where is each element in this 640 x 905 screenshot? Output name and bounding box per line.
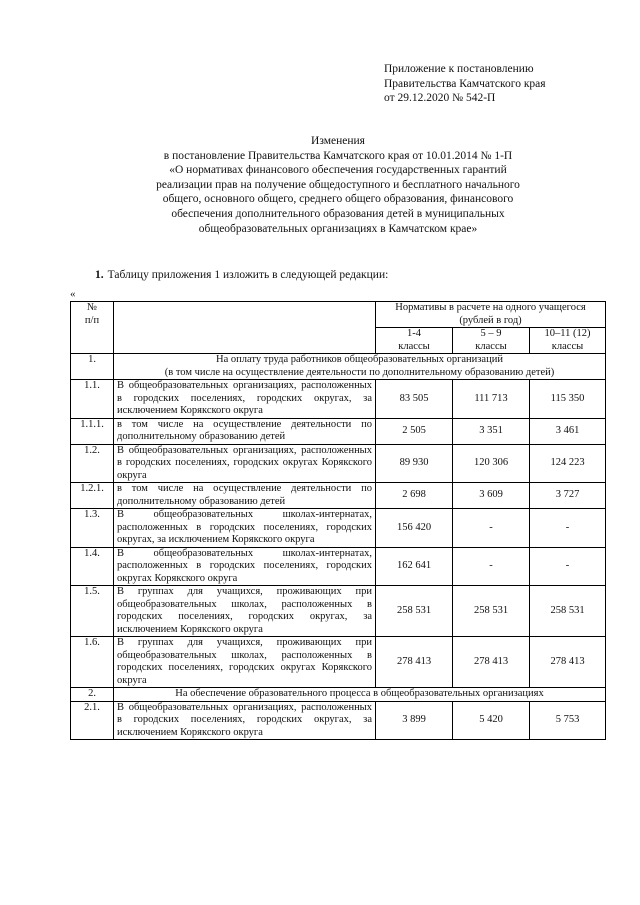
table-row — [71, 637, 606, 688]
header-grades-1-4: 1-4 классы — [376, 328, 453, 354]
value-grades-10-11: - — [530, 509, 606, 548]
row-description: В общеобразовательных организациях, расположенных в городских поселениях, городских округах Корякского округа — [114, 444, 376, 483]
title-line: реализации прав на получение общедоступного и бесплатного начального — [156, 178, 520, 191]
value-grades-1-4: 2 505 — [376, 418, 453, 444]
table-row — [71, 483, 606, 509]
value-grades-10-11: 3 461 — [530, 418, 606, 444]
section-number: 2. — [71, 688, 114, 702]
row-description: В общеобразовательных школах-интернатах, расположенных в городских поселениях, городских округах Корякского округа — [114, 547, 376, 586]
table-row — [71, 701, 606, 740]
instruction-paragraph — [95, 268, 388, 283]
row-number: 1.2. — [71, 444, 114, 483]
value-grades-1-4: 278 413 — [376, 637, 453, 688]
row-number: 1.1. — [71, 380, 114, 419]
instruction-text: Таблицу приложения 1 изложить в следующей редакции: — [107, 269, 389, 281]
title-line: Изменения — [311, 135, 365, 147]
value-grades-1-4: 258 531 — [376, 586, 453, 637]
value-grades-1-4: 156 420 — [376, 509, 453, 548]
approval-line: Приложение к постановлению — [384, 63, 534, 75]
section-title: На обеспечение образовательного процесса в общеобразовательных организациях — [114, 688, 606, 702]
table-row — [71, 509, 606, 548]
row-description: В общеобразовательных организациях, расположенных в городских поселениях, городских округах, за исключением Корякского округа — [114, 701, 376, 740]
approval-date-line: от 29.12.2020 № 542-П — [384, 92, 496, 105]
row-description: В группах для учащихся, проживающих при общеобразовательных школах, расположенных в городских поселениях, городских округах Корякского округа — [114, 637, 376, 688]
header-grades-5-9: 5 – 9 классы — [453, 328, 530, 354]
row-description: В общеобразовательных организациях, расположенных в городских поселениях, городских округах, за исключением Корякского округа — [114, 380, 376, 419]
value-grades-10-11: - — [530, 547, 606, 586]
value-grades-5-9: 3 609 — [453, 483, 530, 509]
row-number: 1.5. — [71, 586, 114, 637]
value-grades-5-9: 278 413 — [453, 637, 530, 688]
row-description: В группах для учащихся, проживающих при общеобразовательных школах, расположенных в городских поселениях, городских округах, за исключением Корякского округа — [114, 586, 376, 637]
title-line: в постановление Правительства Камчатского края от 10.01.2014 № 1-П — [163, 149, 513, 162]
table-row — [71, 547, 606, 586]
value-grades-5-9: 258 531 — [453, 586, 530, 637]
row-number: 1.2.1. — [71, 483, 114, 509]
value-grades-10-11: 115 350 — [530, 380, 606, 419]
title-line: обеспечения дополнительного образования детей в муниципальных — [171, 207, 505, 220]
value-grades-1-4: 83 505 — [376, 380, 453, 419]
opening-quote: « — [70, 288, 76, 300]
title-line: общеобразовательных организациях в Камчатском крае» — [198, 222, 478, 235]
section-title: На оплату труда работников общеобразовательных организаций (в том числе на осуществление деятельности по дополнительному образованию детей) — [114, 354, 606, 380]
header-grades-10-11: 10–11 (12) классы — [530, 328, 606, 354]
table-row — [71, 380, 606, 419]
value-grades-1-4: 2 698 — [376, 483, 453, 509]
value-grades-5-9: 3 351 — [453, 418, 530, 444]
norms-table-body — [71, 302, 606, 740]
row-description: в том числе на осуществление деятельности по дополнительному образованию детей — [114, 418, 376, 444]
value-grades-5-9: 111 713 — [453, 380, 530, 419]
row-number: 1.4. — [71, 547, 114, 586]
value-grades-5-9: - — [453, 509, 530, 548]
value-grades-1-4: 3 899 — [376, 701, 453, 740]
header-number-cell: № п/п — [71, 302, 114, 354]
table-row — [71, 444, 606, 483]
value-grades-5-9: - — [453, 547, 530, 586]
header-norms-cell: Нормативы в расчете на одного учащегося (рублей в год) — [376, 302, 606, 328]
value-grades-1-4: 162 641 — [376, 547, 453, 586]
row-description: в том числе на осуществление деятельности по дополнительному образованию детей — [114, 483, 376, 509]
row-number: 1.1.1. — [71, 418, 114, 444]
approval-block — [384, 62, 546, 106]
row-number: 2.1. — [71, 701, 114, 740]
value-grades-10-11: 258 531 — [530, 586, 606, 637]
table-row — [71, 586, 606, 637]
value-grades-5-9: 120 306 — [453, 444, 530, 483]
title-line: общего, основного общего, среднего общего образования, финансового — [162, 193, 514, 206]
row-description: В общеобразовательных школах-интернатах, расположенных в городских поселениях, городских округах, за исключением Корякского округа — [114, 509, 376, 548]
instruction-number: 1. — [95, 269, 104, 281]
title-line: «О нормативах финансового обеспечения государственных гарантий — [169, 164, 507, 177]
approval-line: Правительства Камчатского края — [384, 77, 546, 90]
row-number: 1.6. — [71, 637, 114, 688]
value-grades-10-11: 5 753 — [530, 701, 606, 740]
document-title — [70, 134, 606, 236]
section-number: 1. — [71, 354, 114, 380]
norms-table — [70, 301, 606, 740]
table-section-row — [71, 354, 606, 380]
table-section-row — [71, 688, 606, 702]
value-grades-5-9: 5 420 — [453, 701, 530, 740]
table-header-row — [71, 302, 606, 328]
value-grades-10-11: 3 727 — [530, 483, 606, 509]
value-grades-10-11: 124 223 — [530, 444, 606, 483]
row-number: 1.3. — [71, 509, 114, 548]
value-grades-10-11: 278 413 — [530, 637, 606, 688]
value-grades-1-4: 89 930 — [376, 444, 453, 483]
table-row — [71, 418, 606, 444]
header-description-cell — [114, 302, 376, 354]
